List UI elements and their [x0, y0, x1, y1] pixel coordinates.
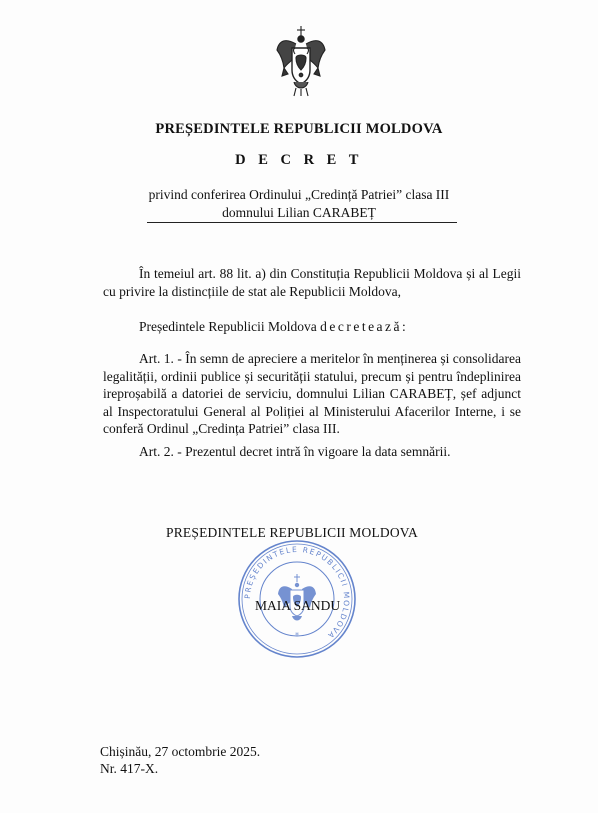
- decrees-verb: decretează:: [320, 319, 409, 334]
- subject-line-1: privind conferirea Ordinului „Credință Patriei” clasa III: [148, 187, 450, 202]
- article-1-paragraph: Art. 1. - În semn de apreciere a meritelor în menținerea și consolidarea legalității, ordinii publice și securității statului, precum și pentru îndeplinirea ireproșabilă a datoriei de serviciu, domnului Lilian CARABEȚ, șef adjunct al Inspectoratului General al Poliției al Ministerului Afacerilor Interne, i se conferă Ordinul „Credința Patriei” clasa III.: [103, 351, 521, 436]
- document-type-heading: D E C R E T: [235, 152, 363, 168]
- decree-subject: [0, 186, 598, 222]
- decrees-paragraph: [103, 318, 521, 336]
- decrees-intro: Președintele Republicii Moldova: [139, 319, 317, 334]
- coat-of-arms-icon: [274, 24, 328, 98]
- place-date: Chișinău, 27 octombrie 2025.: [100, 744, 261, 759]
- seal-ring-text: PREȘEDINTELE REPUBLICII MOLDOVA: [242, 544, 352, 641]
- subject-line-2: domnului Lilian CARABEȚ: [222, 205, 376, 220]
- article-2-paragraph: Art. 2. - Prezentul decret intră în vigoare la data semnării.: [139, 444, 451, 459]
- signatory-title: PREȘEDINTELE REPUBLICII MOLDOVA: [166, 525, 418, 540]
- subject-underline: [147, 222, 457, 223]
- decree-number: Nr. 417-X.: [100, 761, 159, 776]
- place-and-date-block: [100, 743, 260, 777]
- svg-text:*: *: [295, 631, 299, 640]
- preamble-paragraph: În temeiul art. 88 lit. a) din Constituția Republicii Moldova și al Legii cu privire la distincțiile de stat ale Republicii Moldova,: [103, 266, 521, 299]
- institution-heading: PREȘEDINTELE REPUBLICII MOLDOVA: [155, 121, 443, 137]
- signatory-name: MAIA SANDU: [255, 598, 341, 613]
